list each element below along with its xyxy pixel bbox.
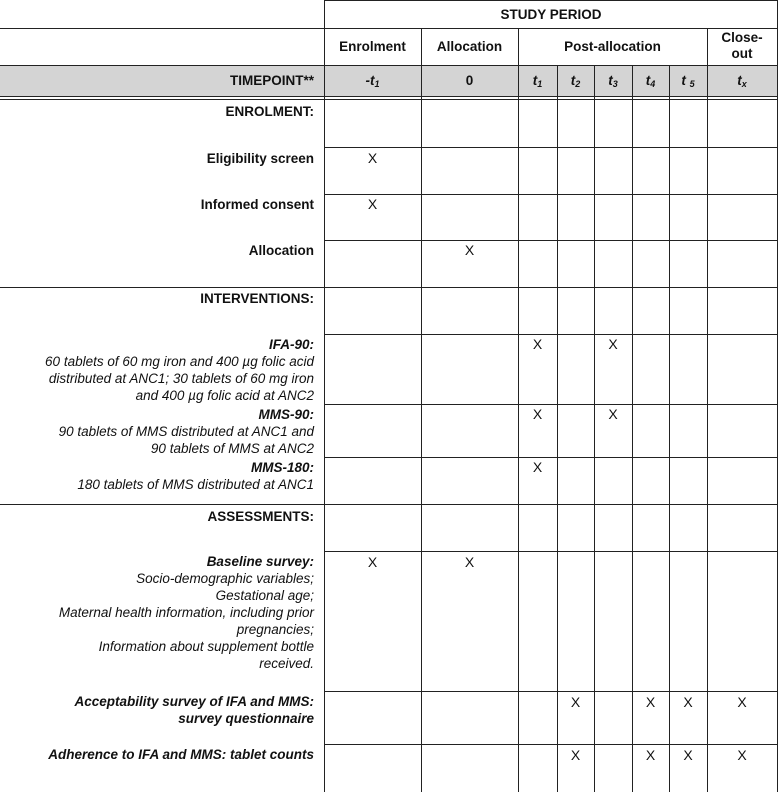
rule bbox=[324, 457, 778, 458]
intervention-line: 180 tablets of MMS distributed at ANC1 bbox=[77, 477, 314, 492]
assessment-title: Baseline survey: bbox=[206, 554, 314, 569]
timepoint-t1: $t_1$ bbox=[532, 73, 543, 89]
assessment-title: Acceptability survey of IFA and MMS: bbox=[74, 694, 314, 709]
mark-eligibility-t-1: X bbox=[367, 150, 378, 166]
mark-adherence-tx: X bbox=[737, 747, 747, 763]
rule bbox=[324, 194, 778, 195]
mark-acceptability-tx: X bbox=[737, 694, 747, 710]
rule bbox=[324, 0, 778, 1]
rule bbox=[324, 744, 778, 745]
intervention-title: MMS-90: bbox=[258, 407, 314, 422]
timepoint-tx: $t_x$ bbox=[737, 73, 747, 89]
intervention-line: distributed at ANC1; 30 tablets of 60 mg iron bbox=[48, 371, 314, 386]
rule bbox=[421, 28, 422, 792]
mark-mms90-t3: X bbox=[608, 406, 618, 422]
rule bbox=[0, 504, 778, 505]
mark-adherence-t2: X bbox=[570, 747, 581, 763]
phase-closeout bbox=[707, 30, 777, 62]
rule bbox=[324, 404, 778, 405]
phase-allocation: Allocation bbox=[436, 39, 503, 54]
mark-baseline-t-1: X bbox=[367, 554, 378, 570]
mark-allocation-0: X bbox=[464, 242, 475, 258]
intervention-line: 90 tablets of MMS at ANC2 bbox=[150, 441, 314, 456]
intervention-title: IFA-90: bbox=[268, 337, 314, 352]
mark-mms90-t1: X bbox=[532, 406, 543, 422]
rule bbox=[632, 65, 633, 792]
mark-mms180-t1: X bbox=[532, 459, 543, 475]
intervention-ifa90 bbox=[0, 336, 314, 404]
mark-acceptability-t4: X bbox=[645, 694, 656, 710]
timepoint-enrolment: $-t_1$ bbox=[365, 73, 380, 89]
rule bbox=[324, 240, 778, 241]
assessment-acceptability bbox=[0, 693, 314, 727]
rule bbox=[0, 65, 778, 66]
mark-consent-t-1: X bbox=[367, 196, 378, 212]
rule bbox=[324, 551, 778, 552]
rule bbox=[0, 28, 778, 29]
mark-baseline-0: X bbox=[464, 554, 475, 570]
mark-ifa90-t3: X bbox=[608, 336, 618, 352]
row-label-allocation: Allocation bbox=[248, 243, 314, 258]
assessment-title: Adherence to IFA and MMS: tablet counts bbox=[48, 747, 314, 762]
assessment-line: Socio-demographic variables; bbox=[136, 571, 314, 586]
timepoint-t2: $t_2$ bbox=[570, 73, 581, 89]
assessment-line: received. bbox=[259, 656, 314, 671]
intervention-line: and 400 µg folic acid at ANC2 bbox=[135, 388, 314, 403]
phase-post-allocation: Post-allocation bbox=[564, 39, 661, 54]
assessment-line: Maternal health information, including prior bbox=[58, 605, 314, 620]
rule bbox=[707, 28, 708, 792]
rule bbox=[0, 287, 778, 288]
mark-adherence-t4: X bbox=[645, 747, 656, 763]
timepoint-t5: t $_5$ bbox=[681, 73, 695, 89]
rule bbox=[669, 65, 670, 792]
phase-closeout-line1: Close- bbox=[721, 30, 763, 45]
assessment-adherence bbox=[0, 746, 314, 763]
section-heading-assessments: ASSESSMENTS: bbox=[207, 509, 314, 524]
rule bbox=[594, 65, 595, 792]
intervention-mms180 bbox=[0, 459, 314, 493]
rule bbox=[324, 0, 325, 792]
timepoint-allocation: 0 bbox=[465, 73, 474, 88]
study-period-title: STUDY PERIOD bbox=[500, 7, 602, 22]
assessment-line: pregnancies; bbox=[236, 622, 314, 637]
timepoint-t3: $t_3$ bbox=[608, 73, 618, 89]
intervention-mms90 bbox=[0, 406, 314, 457]
mark-acceptability-t2: X bbox=[570, 694, 581, 710]
rule bbox=[557, 65, 558, 792]
rule bbox=[0, 99, 778, 100]
phase-closeout-line2: out bbox=[731, 46, 753, 61]
section-heading-interventions: INTERVENTIONS: bbox=[200, 291, 314, 306]
mark-acceptability-t5: X bbox=[683, 694, 693, 710]
intervention-line: 90 tablets of MMS distributed at ANC1 and bbox=[58, 424, 314, 439]
rule bbox=[324, 334, 778, 335]
rule bbox=[324, 691, 778, 692]
rule bbox=[0, 96, 778, 97]
row-label-eligibility: Eligibility screen bbox=[206, 151, 314, 166]
phase-enrolment: Enrolment bbox=[339, 39, 406, 54]
assessment-line: Gestational age; bbox=[215, 588, 314, 603]
assessment-line: Information about supplement bottle bbox=[98, 639, 314, 654]
intervention-title: MMS-180: bbox=[250, 460, 314, 475]
timepoint-t4: $t_4$ bbox=[645, 73, 656, 89]
rule bbox=[324, 147, 778, 148]
intervention-line: 60 tablets of 60 mg iron and 400 µg folic acid bbox=[45, 354, 314, 369]
mark-ifa90-t1: X bbox=[532, 336, 543, 352]
row-label-consent: Informed consent bbox=[200, 197, 314, 212]
mark-adherence-t5: X bbox=[683, 747, 693, 763]
assessment-title: survey questionnaire bbox=[178, 711, 314, 726]
assessment-baseline bbox=[0, 553, 314, 672]
section-heading-enrolment: ENROLMENT: bbox=[225, 104, 314, 119]
timepoint-label: TIMEPOINT** bbox=[229, 73, 314, 88]
